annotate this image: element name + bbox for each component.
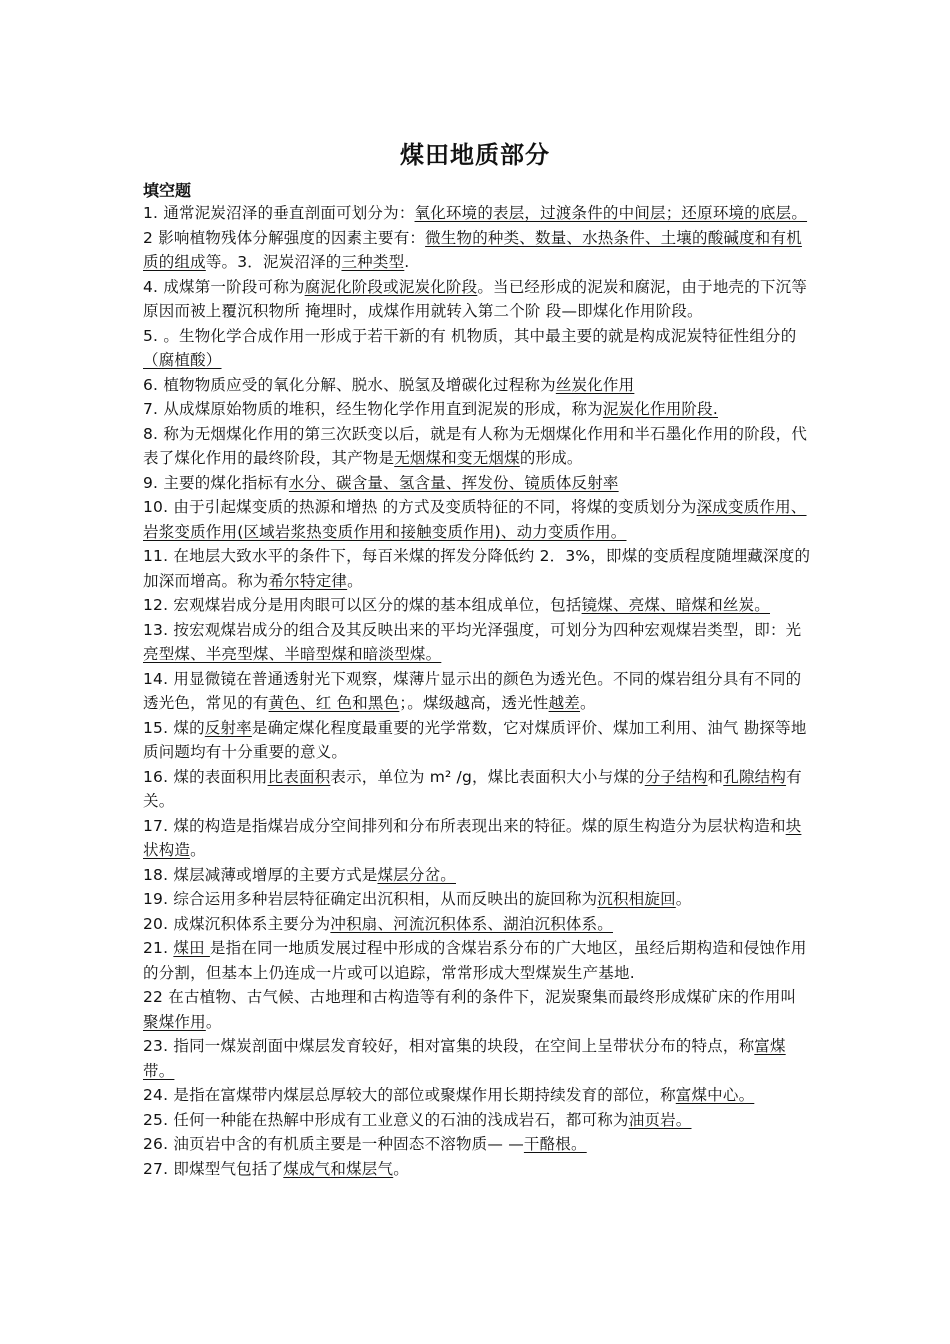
- question-text: 18. 煤层减薄或增厚的主要方式是: [143, 865, 378, 884]
- question-text: 。当已经形成的泥炭和腐泥，由于地壳的下沉等原因而被上覆沉积物所 掩埋时，成煤作用就转入第二个阶 段—即煤化作用阶段。: [143, 277, 808, 320]
- answer-text: 深成变质作用、岩浆变质作用(区域岩浆热变质作用和接触变质作用)、动力变质作用。: [143, 498, 807, 541]
- answer-text: 丝炭化作用: [555, 375, 635, 394]
- answer-text: 富煤带。: [143, 1037, 786, 1080]
- answer-text: 无烟煤和变无烟煤: [394, 449, 520, 467]
- question-text: 7. 从成煤原始物质的堆积，经生物化学作用直到泥炭的形成，称为: [143, 400, 603, 418]
- question-text: 是指在同一地质发展过程中形成的含煤岩系分布的广大地区，虽经后期构造和侵蚀作用的分割，但基本上仍连成一片或可以追踪，常常形成大型煤炭生产基地.: [143, 939, 807, 982]
- answer-text: 块状构造: [143, 816, 802, 859]
- question-text: 20. 成煤沉积体系主要分为: [143, 914, 331, 933]
- answer-text: 亮型煤、半亮型煤、半暗型煤和暗淡型煤。: [143, 645, 442, 663]
- question-text: 10. 由于引起煤变质的热源和增热 的方式及变质特征的不同，将煤的变质划分为: [143, 498, 697, 516]
- answer-text: 煤层分岔。: [377, 865, 456, 884]
- question-item: [143, 912, 811, 937]
- question-item: [143, 863, 811, 888]
- question-text: 22 在古植物、古气候、古地理和古构造等有利的条件下，泥炭聚集而最终形成煤矿床的作用叫: [143, 988, 797, 1006]
- answer-text: 泥炭化作用阶段.: [602, 400, 718, 418]
- question-text: 12. 宏观煤岩成分是用肉眼可以区分的煤的基本组成单位，包括: [143, 596, 582, 614]
- question-text: 有关。: [143, 767, 802, 810]
- question-item: [143, 495, 811, 544]
- answer-text: 分子结构: [644, 767, 708, 786]
- question-text: 。: [580, 694, 596, 712]
- question-item: [143, 1108, 811, 1133]
- question-item: [143, 765, 811, 814]
- question-text: 23. 指同一煤炭剖面中煤层发育较好，相对富集的块段，在空间上呈带状分布的特点，称: [143, 1037, 755, 1055]
- answer-text: 反射率: [204, 718, 252, 737]
- answer-text: 聚煤作用: [143, 1012, 206, 1031]
- answer-text: 比表面积: [267, 767, 331, 786]
- question-item: [143, 1034, 811, 1083]
- answer-text: 冲积扇、河流沉积体系、湖泊沉积体系。: [330, 914, 613, 933]
- question-text: 5. 。生物化学合成作用一形成于若干新的有 机物质，其中最主要的就是构成泥炭特征性组分的: [143, 326, 797, 345]
- answer-text: 沉积相旋回: [597, 890, 676, 908]
- question-text: 15. 煤的: [143, 718, 205, 737]
- question-text: 11. 在地层大致水平的条件下，每百米煤的挥发分降低约 2．3%，即煤的变质程度随埋藏深度的加深而增高。称为: [143, 547, 811, 590]
- question-item: [143, 887, 811, 912]
- question-text: 。: [393, 1159, 409, 1178]
- question-item: [143, 618, 811, 667]
- question-text: 等。3．泥炭沼泽的: [205, 253, 342, 271]
- question-text: 27. 即煤型气包括了: [143, 1159, 284, 1178]
- question-text: 。: [205, 1012, 222, 1031]
- question-item: [143, 471, 811, 496]
- question-text: 2 影响植物残体分解强度的因素主要有：: [143, 228, 426, 247]
- answer-text: 孔隙结构: [723, 767, 787, 786]
- question-text: 21.: [143, 939, 174, 957]
- question-text: 。: [675, 890, 692, 908]
- answer-text: 干酪根。: [523, 1135, 587, 1153]
- question-item: [143, 1132, 811, 1157]
- question-list: [143, 201, 811, 1181]
- question-item: [143, 373, 811, 398]
- question-item: [143, 275, 811, 324]
- question-text: 24. 是指在富煤带内煤层总厚较大的部位或聚煤作用长期持续发育的部位，称: [143, 1086, 676, 1104]
- answer-text: 黄色、红 色和黑色: [268, 694, 400, 712]
- question-text: 14. 用显微镜在普通透射光下观察，煤薄片显示出的颜色为透光色。不同的煤岩组分具有不同的透光色，常见的有: [143, 669, 802, 712]
- question-item: [143, 324, 811, 373]
- question-item: [143, 1083, 811, 1108]
- question-text: .: [404, 253, 410, 271]
- answer-text: （腐植酸）: [143, 351, 222, 369]
- question-text: 是确定煤化程度最重要的光学常数，它对煤质评价、煤加工利用、油气 勘探等地质问题均有十分重要的意义。: [143, 718, 807, 761]
- question-item: [143, 397, 811, 422]
- answer-text: 水分、碳含量、氢含量、挥发份、镜质体反射率: [288, 473, 619, 492]
- answer-text: 富煤中心。: [675, 1086, 755, 1104]
- question-text: 8. 称为无烟煤化作用的第三次跃变以后，就是有人称为无烟煤化作用和半石墨化作用的阶段，代表了煤化作用的最终阶段，其产物是: [143, 424, 808, 467]
- question-text: 。: [190, 841, 206, 859]
- question-text: 6. 植物物质应受的氧化分解、脱水、脱氢及增碳化过程称为: [143, 375, 556, 394]
- section-heading: 填空题: [143, 181, 192, 200]
- question-text: 的形成。: [519, 449, 583, 467]
- answer-text: 氧化环境的表层，过渡条件的中间层；还原环境的底层。: [414, 204, 808, 222]
- question-item: [143, 1157, 811, 1182]
- answer-text: 希尔特定律: [268, 571, 348, 590]
- question-item: [143, 422, 811, 471]
- question-text: 4. 成煤第一阶段可称为: [143, 277, 305, 296]
- answer-text: 煤成气和煤层气: [283, 1159, 394, 1178]
- question-item: [143, 985, 811, 1034]
- answer-text: 煤田: [173, 939, 210, 957]
- answer-text: 腐泥化阶段或泥炭化阶段: [304, 277, 478, 296]
- question-item: [143, 814, 811, 863]
- question-text: 表示，单位为 m² /g，煤比表面积大小与煤的: [330, 767, 645, 786]
- question-text: 。: [347, 571, 363, 590]
- answer-text: 油页岩。: [628, 1110, 692, 1129]
- question-item: [143, 201, 811, 226]
- answer-text: 越差: [548, 694, 581, 712]
- question-item: [143, 593, 811, 618]
- question-text: 16. 煤的表面积用: [143, 767, 268, 786]
- question-item: [143, 667, 811, 716]
- answer-text: 三种类型: [341, 253, 405, 271]
- question-text: 9. 主要的煤化指标有: [143, 473, 289, 492]
- answer-text: 微生物的种类、数量、水热条件、土壤的酸碱度和有机质的组成: [143, 228, 802, 271]
- question-item: [143, 544, 811, 593]
- answer-text: 镜煤、亮煤、暗煤和丝炭。: [581, 596, 770, 614]
- question-text: 26. 油页岩中含的有机质主要是一种固态不溶物质— —: [143, 1135, 524, 1153]
- question-text: 13. 按宏观煤岩成分的组合及其反映出来的平均光泽强度，可划分为四种宏观煤岩类型，即：光: [143, 620, 802, 639]
- question-item: [143, 716, 811, 765]
- question-item: [143, 936, 811, 985]
- question-text: 和: [707, 767, 724, 786]
- question-text: 1. 通常泥炭沼泽的垂直剖面可划分为：: [143, 204, 415, 222]
- question-text: 19. 综合运用多种岩层特征确定出沉积相，从而反映出的旋回称为: [143, 890, 598, 908]
- question-text: ；。煤级越高，透光性: [399, 694, 549, 712]
- question-item: [143, 226, 811, 275]
- question-text: 25. 任何一种能在热解中形成有工业意义的石油的浅成岩石，都可称为: [143, 1110, 629, 1129]
- page-title: 煤田地质部分: [400, 141, 550, 169]
- question-text: 17. 煤的构造是指煤岩成分空间排列和分布所表现出来的特征。煤的原生构造分为层状构造和: [143, 816, 786, 835]
